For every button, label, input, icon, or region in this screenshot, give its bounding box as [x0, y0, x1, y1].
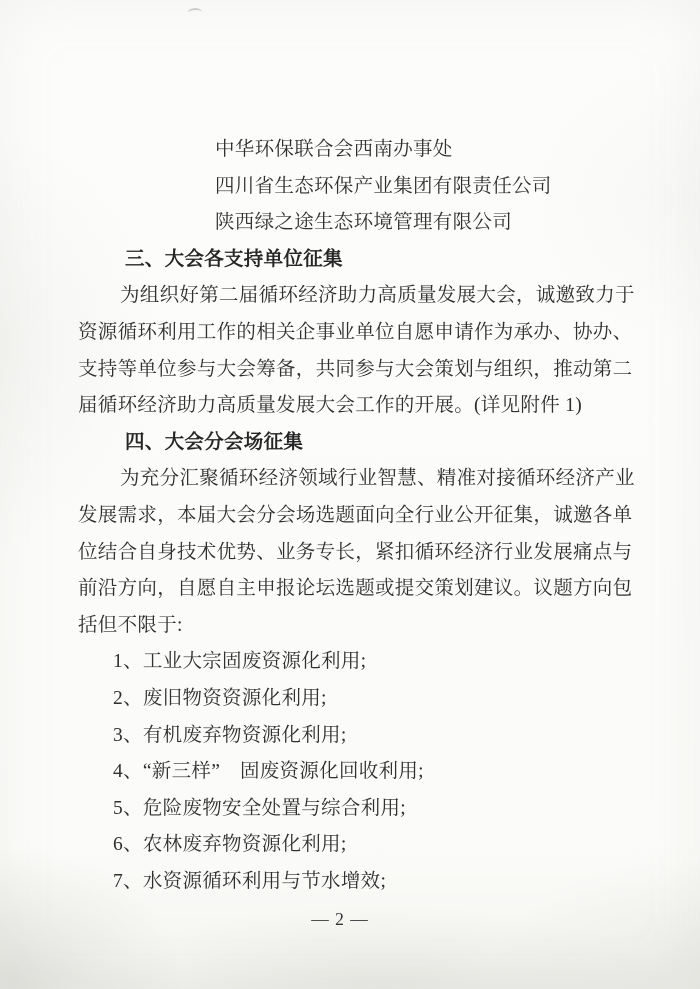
list-item: 1、工业大宗固废资源化利用;	[113, 651, 367, 673]
list-item: 2、废旧物资资源化利用;	[113, 687, 327, 709]
paragraph-line: 为充分汇聚循环经济领域行业智慧、精准对接循环经济产业	[120, 468, 635, 490]
paragraph-line: 届循环经济助力高质量发展大会工作的开展。(详见附件 1)	[78, 395, 583, 417]
paragraph-line: 括但不限于:	[78, 614, 183, 636]
page-number: — 2 —	[311, 909, 369, 929]
list-item: 7、水资源循环利用与节水增效;	[113, 870, 387, 892]
section-4-heading: 四、大会分会场征集	[125, 431, 304, 453]
list-item: 6、农林废弃物资源化利用;	[113, 834, 347, 856]
section-3-heading: 三、大会各支持单位征集	[125, 248, 343, 270]
scan-smudge-mark	[188, 7, 203, 17]
paragraph-line: 支持等单位参与大会筹备，共同参与大会策划与组织，推动第二	[78, 358, 633, 380]
paragraph-line: 为组织好第二届循环经济助力高质量发展大会，诚邀致力于	[120, 285, 635, 307]
list-item: 4、“新三样” 固废资源化回收利用;	[113, 761, 424, 783]
document-body	[78, 132, 664, 900]
list-item: 3、有机废弃物资源化利用;	[113, 724, 347, 746]
list-item: 5、危险废物安全处置与综合利用;	[113, 797, 406, 819]
org-line: 中华环保联合会西南办事处	[215, 139, 453, 160]
paragraph-line: 资源循环利用工作的相关企事业单位自愿申请作为承办、协办、	[78, 321, 633, 343]
paragraph-line: 发展需求，本届大会分会场选题面向全行业公开征集，诚邀各单	[78, 504, 633, 526]
org-line: 陕西绿之途生态环境管理有限公司	[215, 212, 513, 234]
paragraph-line: 前沿方向，自愿自主申报论坛选题或提交策划建议。议题方向包	[78, 578, 633, 600]
org-line: 四川省生态环保产业集团有限责任公司	[215, 175, 552, 197]
paragraph-line: 位结合自身技术优势、业务专长，紧扣循环经济行业发展痛点与	[78, 541, 633, 563]
